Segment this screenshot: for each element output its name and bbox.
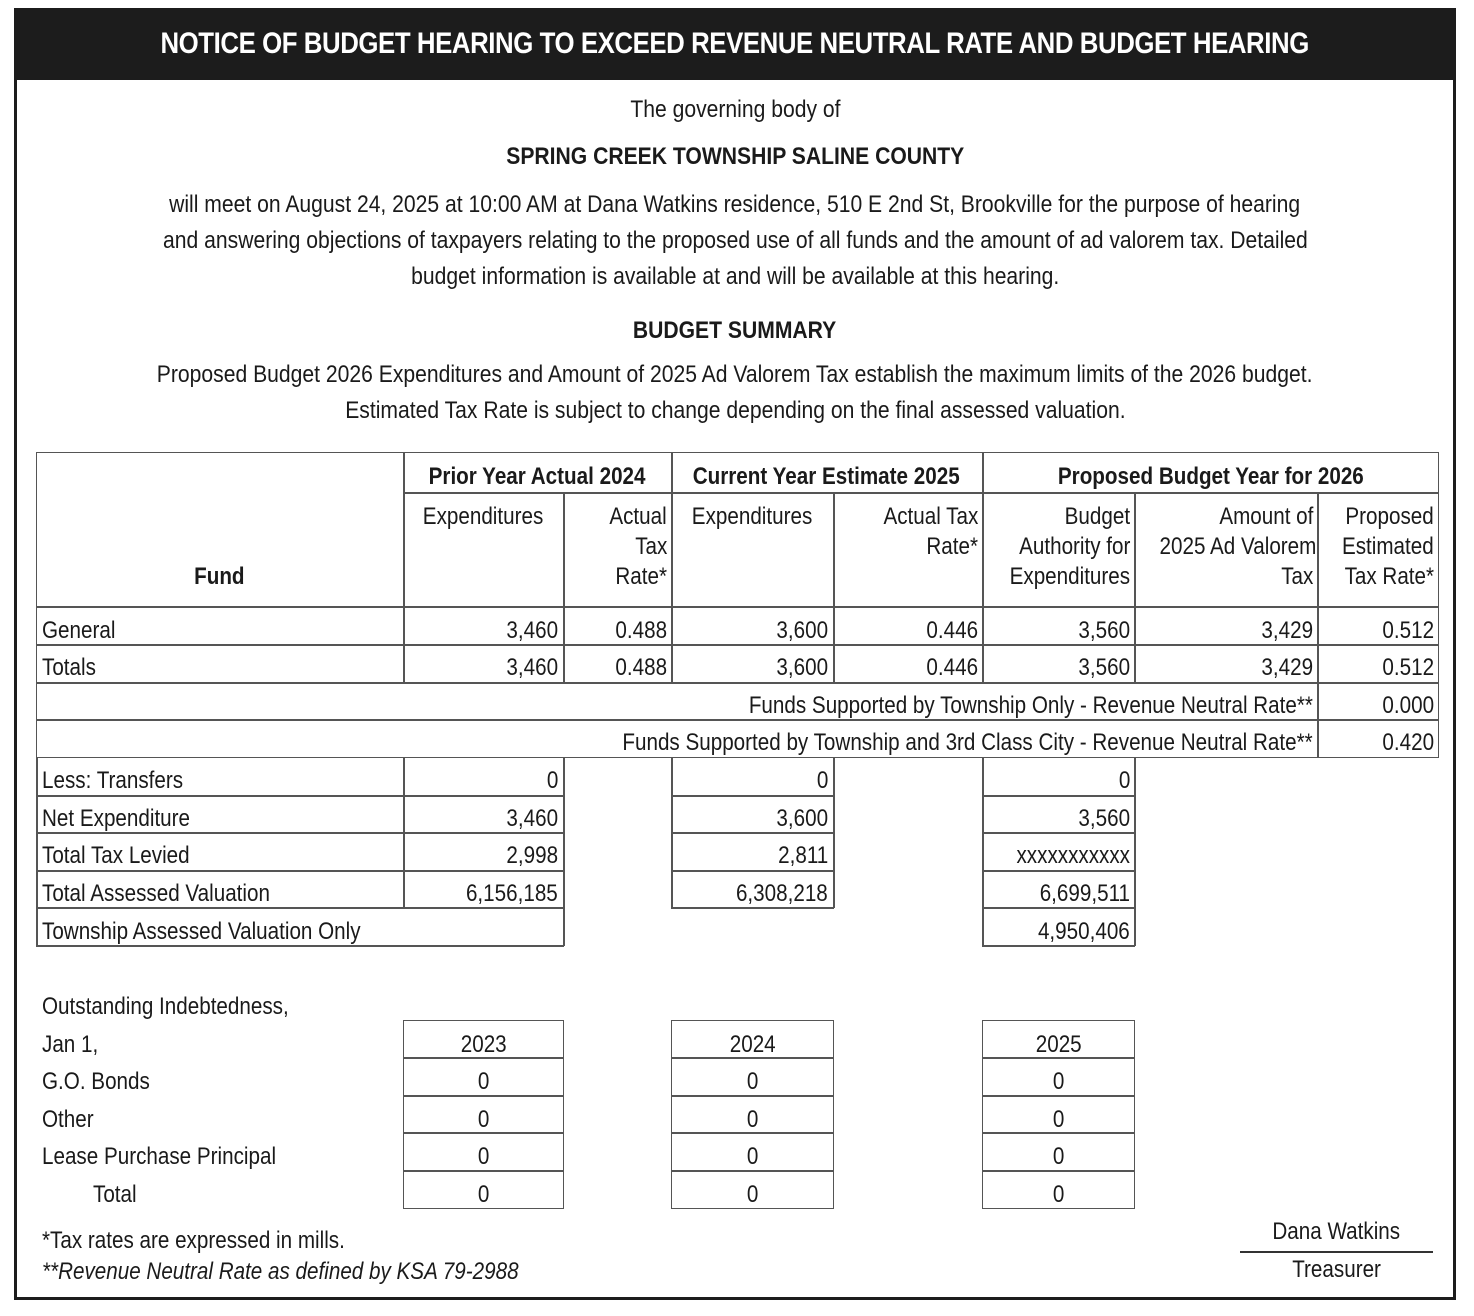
value-cell: 0 xyxy=(816,767,828,794)
header-bottom-divider xyxy=(36,606,1439,608)
value-cell: 0 xyxy=(746,1181,759,1208)
value-cell: xxxxxxxxxxx xyxy=(1016,842,1130,869)
value-cell: 0 xyxy=(1052,1181,1065,1208)
row-label-total-assessed-valuation: Total Assessed Valuation xyxy=(42,880,270,907)
value-cell: 0.512 xyxy=(1382,617,1434,644)
value-cell: 0 xyxy=(477,1143,490,1170)
notice-title-banner xyxy=(14,8,1456,80)
row-label-transfers: Less: Transfers xyxy=(42,767,184,794)
col-divider xyxy=(36,758,38,946)
row-label-net-expenditure: Net Expenditure xyxy=(42,805,191,832)
value-cell: 3,560 xyxy=(1078,805,1130,832)
col-header-tax-rate-2025: Actual Tax Rate* xyxy=(883,503,978,560)
col-header-ad-valorem-tax: Amount of 2025 Ad Valorem Tax xyxy=(1159,503,1317,590)
value-cell: 3,600 xyxy=(776,617,828,644)
row-divider xyxy=(982,870,1135,872)
row-label-total-tax-levied: Total Tax Levied xyxy=(42,842,190,869)
year-header: 2024 xyxy=(729,1031,776,1058)
value-cell: 3,460 xyxy=(506,654,558,681)
rnr-township-city-value: 0.420 xyxy=(1382,729,1434,756)
row-divider xyxy=(36,870,564,872)
fund-name: General xyxy=(42,617,116,644)
row-label-other: Other xyxy=(42,1106,94,1133)
summary-line-2: Estimated Tax Rate is subject to change depending on the final assessed valuation. xyxy=(344,397,1126,424)
value-cell: 3,560 xyxy=(1078,617,1130,644)
col-header-tax-rate-2024: Actual Tax Rate* xyxy=(609,503,667,590)
row-divider xyxy=(671,870,834,872)
value-cell: 2,998 xyxy=(506,842,558,869)
value-cell: 0.488 xyxy=(615,617,667,644)
intro-para-1: will meet on August 24, 2025 at 10:00 AM at Dana Watkins residence, 510 E 2nd St, Brookville for the purpose of hearing xyxy=(169,191,1301,218)
footnote-rnr-definition: **Revenue Neutral Rate as defined by KSA 79-2988 xyxy=(42,1258,519,1285)
col-divider xyxy=(563,758,565,946)
footnote-mills: *Tax rates are expressed in mills. xyxy=(42,1227,345,1254)
group-header-proposed: Proposed Budget Year for 2026 xyxy=(1057,463,1364,490)
row-divider xyxy=(36,682,1439,684)
budget-summary-heading: BUDGET SUMMARY xyxy=(633,317,837,344)
year-header: 2025 xyxy=(1035,1031,1082,1058)
value-cell: 0 xyxy=(746,1068,759,1095)
intro-line: The governing body of xyxy=(629,96,841,123)
value-cell: 2,811 xyxy=(777,842,828,869)
col-header-proposed-tax-rate: Proposed Estimated Tax Rate* xyxy=(1342,503,1434,590)
value-cell: 0 xyxy=(1052,1068,1065,1095)
indebtedness-subheading: Jan 1, xyxy=(42,1031,99,1058)
signature-title: Treasurer xyxy=(1292,1256,1381,1283)
value-cell: 0.512 xyxy=(1382,654,1434,681)
row-divider xyxy=(36,795,564,797)
year-header: 2023 xyxy=(460,1031,507,1058)
value-cell: 3,460 xyxy=(506,617,558,644)
value-cell: 0 xyxy=(1118,767,1130,794)
value-cell: 3,600 xyxy=(776,654,828,681)
value-cell: 6,156,185 xyxy=(466,880,558,907)
fund-header: Fund xyxy=(194,563,245,590)
value-cell: 0 xyxy=(746,1106,759,1133)
value-cell: 3,460 xyxy=(506,805,558,832)
signature-name: Dana Watkins xyxy=(1272,1218,1401,1245)
col-header-expenditures-2025: Expenditures xyxy=(691,503,813,530)
value-cell: 3,560 xyxy=(1078,654,1130,681)
row-label-lease-purchase: Lease Purchase Principal xyxy=(42,1143,277,1170)
value-cell: 0 xyxy=(1052,1143,1065,1170)
row-label-total: Total xyxy=(93,1181,137,1208)
indebtedness-heading: Outstanding Indebtedness, xyxy=(42,993,289,1020)
value-cell: 0 xyxy=(546,767,558,794)
value-cell: 0 xyxy=(477,1181,490,1208)
intro-para-2: and answering objections of taxpayers relating to the proposed use of all funds and the amount of ad valorem tax. Detailed xyxy=(162,227,1308,254)
fund-name: Totals xyxy=(42,654,96,681)
col-header-budget-authority: Budget Authority for Expenditures xyxy=(1009,503,1130,590)
intro-para-3: budget information is available at and will be available at this hearing. xyxy=(410,263,1060,290)
row-label-township-assessed-valuation: Township Assessed Valuation Only xyxy=(42,918,361,945)
value-cell: 3,429 xyxy=(1261,617,1313,644)
group-header-prior: Prior Year Actual 2024 xyxy=(428,463,646,490)
value-cell: 0 xyxy=(477,1106,490,1133)
col-header-expenditures-2024: Expenditures xyxy=(422,503,544,530)
value-cell: 6,699,511 xyxy=(1039,880,1130,907)
row-divider xyxy=(982,795,1135,797)
notice-title: NOTICE OF BUDGET HEARING TO EXCEED REVENUE NEUTRAL RATE AND BUDGET HEARING xyxy=(160,27,1310,60)
value-cell: 4,950,406 xyxy=(1038,918,1130,945)
group-header-current: Current Year Estimate 2025 xyxy=(693,463,960,490)
value-cell: 3,600 xyxy=(776,805,828,832)
value-cell: 0 xyxy=(477,1068,490,1095)
entity-name: SPRING CREEK TOWNSHIP SALINE COUNTY xyxy=(505,143,965,170)
value-cell: 0 xyxy=(746,1143,759,1170)
value-cell: 0 xyxy=(1052,1106,1065,1133)
group-header-divider xyxy=(403,492,1439,494)
value-cell: 0.446 xyxy=(926,617,978,644)
summary-line-1: Proposed Budget 2026 Expenditures and Amount of 2025 Ad Valorem Tax establish the maximum limits of the 2026 budget. xyxy=(157,361,1313,388)
signature-line xyxy=(1240,1251,1433,1253)
value-cell: 6,308,218 xyxy=(736,880,828,907)
value-cell: 0.446 xyxy=(926,654,978,681)
value-cell: 3,429 xyxy=(1261,654,1313,681)
row-label-go-bonds: G.O. Bonds xyxy=(42,1068,150,1095)
value-cell: 0.488 xyxy=(615,654,667,681)
rnr-township-only-label: Funds Supported by Township Only - Revenue Neutral Rate** xyxy=(748,692,1313,719)
row-divider xyxy=(671,795,834,797)
rnr-township-only-value: 0.000 xyxy=(1382,692,1434,719)
rnr-township-city-label: Funds Supported by Township and 3rd Class City - Revenue Neutral Rate** xyxy=(622,729,1313,756)
col-divider xyxy=(1134,758,1136,946)
